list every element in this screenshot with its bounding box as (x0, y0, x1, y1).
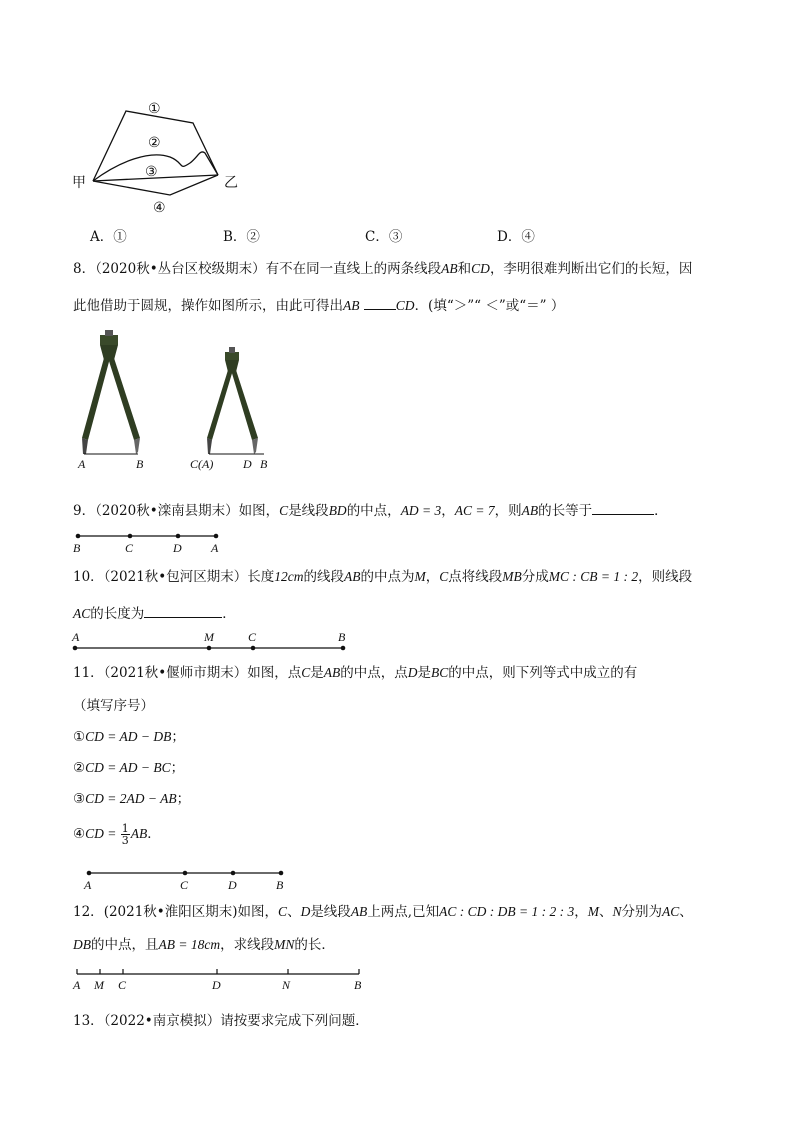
q7-route-svg (60, 95, 260, 220)
q11-point-a (87, 871, 92, 876)
compass-2-right-leg (231, 370, 258, 440)
q11-ab: AB (323, 665, 341, 680)
q11-t1: 如图，点 (247, 665, 302, 681)
q9-label-c: C (125, 541, 134, 555)
q10-t4: ， (425, 569, 440, 585)
q9-segment-svg (70, 528, 230, 558)
q13-text: 请按要求完成下列问题． (220, 1013, 369, 1029)
q12-ratio: AC : CD : DB = 1 : 2 : 3 (439, 904, 575, 919)
q11-item-4-eq-pre: CD = (85, 826, 120, 841)
q11-t4: 是 (417, 665, 432, 681)
q11-item-1 (73, 728, 185, 746)
q11-label-c: C (180, 878, 189, 892)
q10-ab: AB (344, 569, 361, 584)
compass-1-knob (105, 330, 113, 336)
q12-n: N (612, 904, 622, 919)
q12-c: C (278, 904, 288, 919)
q12-t9: 的中点，且 (91, 937, 159, 953)
q8-text2: ，李明很难判断出它们的长短，因 (489, 261, 693, 277)
q7-route-diagram (60, 95, 260, 220)
point-yi: 乙 (224, 176, 238, 191)
q11-item-2-end: ； (170, 760, 185, 776)
q9-point-b (76, 534, 81, 539)
q10-t6: 分成 (521, 569, 549, 585)
compass-2-label-b: B (260, 457, 268, 471)
q11-item-1-mark: ① (73, 729, 86, 745)
q13-number: 13． (73, 1013, 104, 1029)
q10-segment-figure (70, 630, 360, 656)
q10-len: 12cm (274, 569, 304, 584)
q11-item-3-eq: CD = 2AD − AB (85, 791, 177, 806)
q10-t3: 的中点为 (360, 569, 415, 585)
q9-t5: 的长等于 (538, 503, 593, 519)
q9-t3: 的中点， (346, 503, 401, 519)
q12-mn: MN (274, 937, 295, 952)
q10-label-a: A (72, 630, 80, 644)
q10-point-a (73, 646, 78, 651)
compass-2-needle (207, 438, 212, 454)
q10-segment-svg (70, 630, 360, 656)
q11-item-4-end: ． (147, 826, 161, 842)
route-label-1: ① (148, 102, 161, 117)
q11-c: C (301, 665, 311, 680)
q11-line1 (73, 664, 637, 682)
q12-label-b: B (354, 978, 362, 992)
q9-c: C (279, 503, 289, 518)
q10-ratio: MC : CB = 1 : 2 (548, 569, 639, 584)
q10-line1 (73, 568, 692, 586)
q9-number: 9． (73, 503, 96, 519)
q12-t1: 如图， (237, 904, 279, 920)
compass-1-label-b: B (136, 457, 144, 471)
q8-answer-blank[interactable] (364, 295, 396, 310)
q11-item-1-end: ； (171, 729, 185, 745)
q11-t2: 是 (310, 665, 324, 681)
q11-label-b: B (276, 878, 284, 892)
q7-option-d: D．④ (497, 229, 535, 245)
q9-label-a: A (211, 541, 219, 555)
q11-item-4 (73, 820, 161, 848)
q10-m: M (414, 569, 426, 584)
compass-1-head (100, 345, 118, 360)
q11-item-3 (73, 790, 190, 808)
q12-line1 (73, 903, 693, 921)
q12-db: DB (73, 937, 91, 952)
route-label-3: ③ (145, 165, 158, 180)
q10-point-c (251, 646, 256, 651)
q9-text: 如图， (238, 503, 280, 519)
compass-2-left-leg (207, 370, 233, 440)
q9-ac: AC = 7 (454, 503, 495, 518)
q9-line1 (73, 500, 668, 520)
q12-label-n: N (282, 978, 291, 992)
q12-t2: 、 (287, 904, 301, 920)
q9-point-d (176, 534, 181, 539)
compass-1-left-leg (82, 358, 110, 440)
compass-2-knob (229, 347, 235, 353)
q12-label-d: D (212, 978, 221, 992)
q9-source: （2020秋•滦南县期末） (95, 503, 239, 519)
q11-segment-svg (80, 864, 290, 894)
q12-t7: 分别为 (621, 904, 662, 920)
q11-item-2-eq: CD = AD − BC (85, 760, 171, 775)
q8-number: 8． (73, 261, 96, 277)
compass-1-right-leg (108, 358, 140, 440)
q12-t10: ，求线段 (220, 937, 275, 953)
q10-label-b: B (338, 630, 346, 644)
route-label-4: ④ (153, 201, 166, 216)
q8-text: 有不在同一直线上的两条线段 (265, 261, 442, 277)
q11-number: 11． (73, 665, 104, 681)
compass-1-needle (82, 438, 88, 454)
q11-d: D (407, 665, 418, 680)
q10-point-b (341, 646, 346, 651)
q11-item-4-mark: ④ (73, 826, 86, 842)
q11-item-4-eq-post: AB (130, 826, 148, 841)
q10-ac: AC (73, 606, 91, 621)
q10-t5: 点将线段 (448, 569, 503, 585)
q10-line2 (73, 603, 236, 623)
route-label-2: ② (148, 136, 161, 151)
q10-mb: MB (502, 569, 522, 584)
compass-2-pencil (252, 438, 258, 454)
q9-point-a (214, 534, 219, 539)
q8-line2-text: 此他借助于圆规，操作如图所示，由此可得出 (73, 298, 343, 314)
q12-t3: 是线段 (310, 904, 351, 920)
q8-line2 (73, 295, 564, 315)
q11-t3: 的中点，点 (340, 665, 408, 681)
q10-c: C (439, 569, 449, 584)
compass-1-svg (70, 330, 160, 475)
q9-sep: ， (441, 503, 455, 519)
q8-seg-cd: CD (471, 261, 490, 276)
q10-end: ． (222, 606, 236, 622)
q11-source: （2021秋•偃师市期末） (103, 665, 248, 681)
q10-t7: ，则线段 (638, 569, 693, 585)
q11-point-b (279, 871, 284, 876)
q10-t2: 的线段 (303, 569, 345, 585)
q11-item-4-fraction (121, 823, 130, 846)
q7-option-b: B．② (223, 229, 260, 245)
q12-label-a: A (73, 978, 81, 992)
q12-t6: 、 (598, 904, 613, 920)
q9-point-c (128, 534, 133, 539)
q9-bd: BD (328, 503, 347, 518)
q9-answer-blank[interactable] (592, 500, 654, 515)
q12-t11: 的长． (294, 937, 335, 953)
q9-label-d: D (173, 541, 182, 555)
q7-option-c: C．③ (365, 229, 403, 245)
q8-seg-ab-2: AB (343, 298, 360, 313)
compass-2-label-ca: C(A) (190, 457, 214, 471)
q12-m: M (587, 904, 599, 919)
q9-t2: 是线段 (288, 503, 329, 519)
q9-t4: ，则 (494, 503, 522, 519)
q8-compass-figure-1 (70, 330, 160, 475)
q12-segment-svg (70, 964, 370, 994)
q13-source: （2022•南京模拟） (103, 1013, 221, 1029)
q11-t5: 的中点，则下列等式中成立的有 (448, 665, 638, 681)
q12-label-m: M (94, 978, 104, 992)
fraction-denominator: 3 (121, 834, 129, 847)
compass-1-label-a: A (78, 457, 86, 471)
q12-line2 (73, 936, 335, 954)
q10-point-m (207, 646, 212, 651)
q12-label-c: C (118, 978, 127, 992)
q11-item-3-end: ； (176, 791, 191, 807)
q9-ad: AD = 3 (400, 503, 442, 518)
compass-1-pencil (134, 438, 140, 454)
q11-item-2 (73, 759, 184, 777)
q11-segment-figure (80, 864, 290, 894)
q11-line2: （填写序号） (73, 698, 154, 714)
compass-2-handle (225, 352, 239, 360)
q12-t8: 、 (679, 904, 693, 920)
point-jia: 甲 (72, 176, 86, 191)
q10-source: （2021秋•包河区期末） (103, 569, 248, 585)
q11-point-d (231, 871, 236, 876)
q7-option-a: A．① (90, 229, 127, 245)
q9-ab: AB (521, 503, 539, 518)
q8-seg-cd-2: CD (395, 298, 415, 313)
q12-ab: AB (350, 904, 368, 919)
q11-item-2-mark: ② (73, 760, 86, 776)
compass-2-label-d: D (243, 457, 252, 471)
q9-segment-figure (70, 528, 230, 558)
q12-number: 12． (73, 904, 104, 920)
q8-and: 和 (457, 261, 472, 277)
q13-line1 (73, 1012, 369, 1030)
compass-2-svg (180, 330, 280, 475)
q10-number: 10． (73, 569, 104, 585)
q9-label-b: B (73, 541, 81, 555)
q11-point-c (183, 871, 188, 876)
q11-item-3-mark: ③ (73, 791, 86, 807)
q8-source: （2020秋•丛台区校级期末） (95, 261, 266, 277)
fraction-numerator: 1 (121, 822, 129, 835)
q10-label-m: M (204, 630, 214, 644)
q11-label-d: D (228, 878, 237, 892)
q8-tail: ．(填“＞”“ ＜”或“＝” ） (414, 298, 565, 314)
q12-segment-figure (70, 964, 370, 994)
q12-t5: ， (574, 904, 588, 920)
q11-label-a: A (84, 878, 92, 892)
q10-answer-blank[interactable] (144, 603, 222, 618)
q12-ac: AC (661, 904, 680, 919)
q10-t8: 的长度为 (90, 606, 145, 622)
q12-len: AB = 18cm (158, 937, 221, 952)
q8-seg-ab: AB (441, 261, 458, 276)
q11-bc: BC (431, 665, 449, 680)
compass-1-handle (100, 335, 118, 345)
q10-t1: 长度 (247, 569, 275, 585)
q10-label-c: C (248, 630, 257, 644)
q12-d: D (300, 904, 311, 919)
q8-compass-figure-2 (180, 330, 280, 475)
q9-end: ． (654, 503, 668, 519)
q11-item-1-eq: CD = AD − DB (85, 729, 172, 744)
q12-source: (2021秋•淮阳区期末) (103, 904, 238, 920)
q8-line1 (73, 260, 692, 278)
q12-t4: 上两点,已知 (367, 904, 440, 920)
